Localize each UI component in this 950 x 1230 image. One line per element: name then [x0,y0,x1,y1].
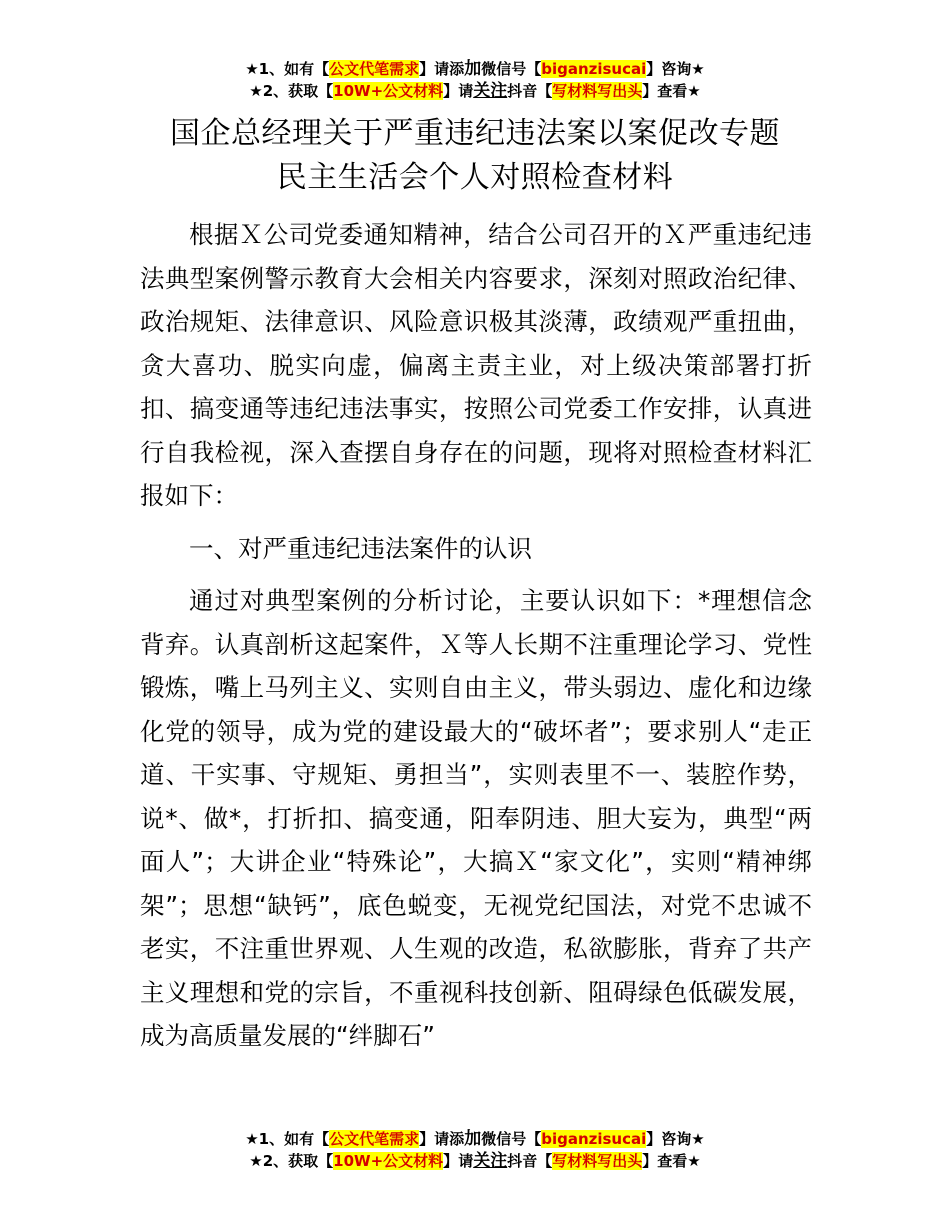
footer-banner [0,1128,950,1172]
banner-text: 微信号 [481,1130,527,1148]
highlight-materials: 10W+公文材料 [333,82,444,100]
banner-text: 请添 [434,60,465,78]
banner-text: 微信号 [481,60,527,78]
banner-text: ★1、如有 [245,60,315,78]
banner-line-2 [0,80,950,102]
footer-banner-line-1 [0,1128,950,1150]
bracket: 】 [646,1130,662,1148]
footer-banner-line-2 [0,1150,950,1172]
banner-text: 咨询★ [661,60,705,78]
bracket: 】 [419,60,435,78]
highlight-wechat-id: biganzisucai [541,60,647,78]
bracket: 【 [526,60,542,78]
highlight-service: 公文代笔需求 [329,1130,420,1148]
banner-line-1 [0,58,950,80]
banner-text: ★2、获取 [249,82,319,100]
bracket: 【 [537,82,553,100]
bracket: 【 [537,1152,553,1170]
banner-text: 查看★ [657,82,701,100]
bracket: 【 [318,82,334,100]
banner-text: 请 [458,1152,474,1170]
title-line-2: 民主生活会个人对照检查材料 [276,160,674,195]
document-body [140,213,812,1058]
section-heading-1: 一、对严重违纪违法案件的认识 [189,533,532,563]
banner-emphasis: 关注 [473,81,508,101]
highlight-service: 公文代笔需求 [329,60,420,78]
highlight-douyin-account: 写材料写出头 [552,82,643,100]
banner-text: 查看★ [657,1152,701,1170]
bracket: 】 [443,1152,459,1170]
banner-text: ★2、获取 [249,1152,319,1170]
bracket: 【 [314,1130,330,1148]
paragraph-understanding: 通过对典型案例的分析讨论，主要认识如下：*理想信念背弃。认真剖析这起案件，Ｘ等人长期不注重理论学习、党性锻炼，嘴上马列主义、实则自由主义，带头弱边、虚化和边缘化党的领导，成为党的建设最大的“破坏者”；要求别人“走正道、干实事、守规矩、勇担当”，实则表里不一、装腔作势，说*、做*，打折扣、搞变通，阳奉阴违、胆大妄为，典型“两面人”；大讲企业“特殊论”，大搞Ｘ“家文化”，实则“精神绑架”；思想“缺钙”，底色蜕变，无视党纪国法，对党不忠诚不老实，不注重世界观、人生观的改造，私欲膨胀，背弃了共产主义理想和党的宗旨，不重视科技创新、阻碍绿色低碳发展，成为高质量发展的“绊脚石” [140,586,812,1050]
banner-emphasis: 加 [464,59,482,79]
banner-text: 抖音 [507,82,538,100]
bracket: 【 [314,60,330,78]
highlight-materials: 10W+公文材料 [333,1152,444,1170]
bracket: 】 [642,82,658,100]
bracket: 】 [419,1130,435,1148]
highlight-douyin-account: 写材料写出头 [552,1152,643,1170]
banner-text: ★1、如有 [245,1130,315,1148]
banner-text: 请添 [434,1130,465,1148]
document-title [0,112,950,200]
banner-text: 请 [458,82,474,100]
banner-text: 抖音 [507,1152,538,1170]
bracket: 】 [646,60,662,78]
bracket: 【 [526,1130,542,1148]
banner-emphasis: 关注 [473,1151,508,1171]
highlight-wechat-id: biganzisucai [541,1130,647,1148]
banner-text: 咨询★ [661,1130,705,1148]
title-line-1: 国企总经理关于严重违纪违法案以案促改专题 [170,116,780,151]
paragraph-intro: 根据Ｘ公司党委通知精神，结合公司召开的Ｘ严重违纪违法典型案例警示教育大会相关内容要求，深刻对照政治纪律、政治规矩、法律意识、风险意识极其淡薄，政绩观严重扭曲，贪大喜功、脱实向虚，偏离主责主业，对上级决策部署打折扣、搞变通等违纪违法事实，按照公司党委工作安排，认真进行自我检视，深入查摆自身存在的问题，现将对照检查材料汇报如下： [140,220,812,510]
banner-emphasis: 加 [464,1129,482,1149]
bracket: 】 [443,82,459,100]
header-banner [0,58,950,102]
bracket: 【 [318,1152,334,1170]
bracket: 】 [642,1152,658,1170]
